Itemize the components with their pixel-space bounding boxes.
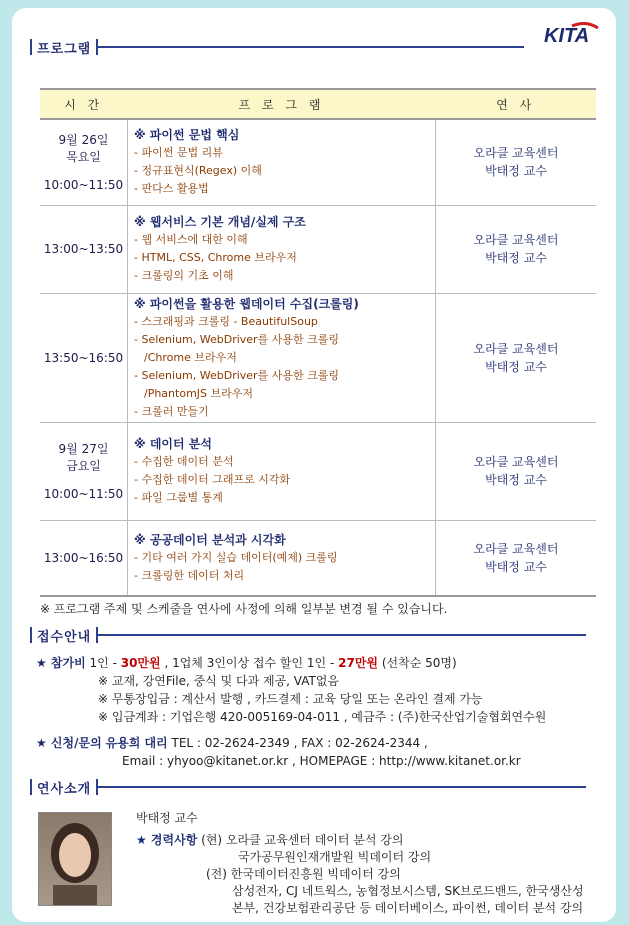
time-cell (40, 520, 128, 596)
time-cell (40, 293, 128, 422)
program-item: - 판다스 활용법 (134, 182, 209, 196)
career-item: 본부, 건강보험관리공단 등 데이터베이스, 파이썬, 데이터 분석 강의 (232, 901, 584, 915)
program-item: - HTML, CSS, Chrome 브라우저 (134, 251, 297, 264)
career-item: 오라클 교육센터 데이터 분석 강의 (225, 833, 404, 847)
contact-label: ★ 신청/문의 (36, 736, 102, 750)
program-table (40, 88, 596, 597)
career-now-block (136, 832, 431, 866)
contact-person: 유용희 대리 (105, 736, 168, 750)
heading-rule (98, 46, 524, 48)
contact-line (36, 734, 521, 752)
table-header-row (40, 89, 596, 119)
program-cell (128, 205, 436, 293)
speaker-cell (436, 205, 597, 293)
program-title: ※ 공공데이터 분석과 시각화 (134, 532, 286, 547)
career-item: 한국데이터진흥원 빅데이터 강의 (230, 867, 401, 881)
fee-text: (선착순 50명) (378, 656, 457, 670)
session-weekday: 목요일 (66, 150, 101, 165)
speaker-cell (436, 293, 597, 422)
contact-block (36, 734, 521, 770)
speaker-name: 박태정 교수 (485, 473, 547, 487)
fee-note: ※ 입금계좌 : 기업은행 420-005169-04-011 , 예금주 : (주)한국산업기술협회연수원 (98, 710, 547, 724)
program-item: - 웹 서비스에 대한 이해 (134, 233, 248, 246)
program-cell (128, 293, 436, 422)
speaker-org: 오라클 교육센터 (473, 146, 559, 161)
speaker-name: 박태정 교수 (485, 164, 547, 179)
section-program-heading (30, 36, 524, 58)
fee-text: , 1업체 3인이상 접수 할인 1인 - (160, 656, 339, 670)
fee-discount-price: 27만원 (338, 656, 379, 670)
fee-price: 30만원 (120, 656, 161, 670)
heading-rule (98, 786, 586, 788)
program-cell (128, 520, 436, 596)
session-time: 13:00~13:50 (43, 242, 124, 256)
program-title: ※ 파이썬 문법 핵심 (134, 128, 240, 143)
time-cell (40, 119, 128, 205)
program-title: ※ 파이썬을 활용한 웹데이터 수집(크롤링) (134, 296, 359, 311)
session-time: 13:50~16:50 (43, 350, 124, 365)
table-row (40, 119, 596, 205)
speaker-org: 오라클 교육센터 (473, 541, 559, 556)
column-header-speaker: 연 사 (436, 89, 597, 119)
career-item: 국가공무원인재개발원 빅데이터 강의 (238, 850, 432, 864)
section-title: 접수안내 (37, 629, 92, 645)
career-label: ★ 경력사항 (136, 833, 198, 847)
program-item: - 정규표현식(Regex) 이해 (134, 164, 262, 178)
table-row (40, 293, 596, 422)
program-item: - 기타 여러 가지 실습 데이터(예제) 크롤링 (134, 550, 338, 564)
program-item: /PhantomJS 브라우저 (144, 386, 254, 400)
speaker-name: 박태정 교수 (485, 559, 547, 574)
program-item: /Chrome 브라우저 (144, 350, 237, 364)
program-item: - 파일 그룹별 통계 (134, 491, 223, 504)
speaker-name: 박태정 교수 (485, 359, 547, 374)
career-now-tag: (현) (201, 833, 223, 847)
speaker-org: 오라클 교육센터 (473, 455, 559, 469)
fee-text: 1인 - (89, 656, 121, 670)
program-item: - 크롤링한 데이터 처리 (134, 568, 245, 582)
career-item: 삼성전자, CJ 네트웍스, 농협정보시스템, SK브로드밴드, 한국생산성 (232, 884, 584, 898)
career-line (136, 832, 431, 849)
program-item: - Selenium, WebDriver를 사용한 크롤링 (134, 332, 339, 346)
column-header-program: 프 로 그 램 (128, 89, 436, 119)
program-title: ※ 웹서비스 기본 개념/실제 구조 (134, 215, 306, 229)
fee-label: ★ 참가비 (36, 656, 86, 670)
career-prev-tag: (전) (206, 867, 227, 881)
fee-note: ※ 교재, 강연File, 중식 및 다과 제공, VAT없음 (98, 674, 340, 688)
session-time: 10:00~11:50 (43, 178, 124, 193)
fee-block (36, 654, 546, 726)
logo-text: KITA (544, 25, 590, 47)
table-row (40, 205, 596, 293)
career-prev-block (206, 866, 584, 917)
section-title: 연사소개 (37, 781, 92, 797)
speaker-name: 박태정 교수 (485, 251, 547, 265)
table-row (40, 520, 596, 596)
program-item: - 스크래핑과 크롤링 - BeautifulSoup (134, 314, 318, 328)
fee-line (36, 654, 546, 672)
section-speaker-heading (30, 776, 586, 798)
section-registration-heading (30, 624, 586, 646)
schedule-change-note: ※ 프로그램 주제 및 스케줄을 연사에 사정에 의해 일부분 변경 될 수 있습니다. (40, 602, 448, 616)
table-row (40, 422, 596, 520)
career-line (206, 866, 584, 883)
speaker-cell (436, 422, 597, 520)
session-time: 10:00~11:50 (43, 487, 124, 501)
program-cell (128, 422, 436, 520)
program-item: - 수집한 데이터 그래프로 시각화 (134, 473, 291, 486)
fee-note: ※ 무통장입금 : 계산서 발행 , 카드결제 : 교육 당일 또는 온라인 결제 가능 (98, 692, 483, 706)
column-header-time: 시 간 (40, 89, 128, 119)
section-title: 프로그램 (37, 41, 92, 57)
heading-rule (98, 634, 586, 636)
program-item: - 파이썬 문법 리뷰 (134, 146, 223, 160)
contact-phone-fax: TEL : 02-2624-2349 , FAX : 02-2624-2344 , (171, 736, 428, 750)
speaker-cell (436, 520, 597, 596)
time-cell (40, 205, 128, 293)
program-item: - 수집한 데이터 분석 (134, 455, 234, 468)
program-item: - 크롤러 만들기 (134, 404, 209, 418)
speaker-cell (436, 119, 597, 205)
session-date: 9월 27일 (58, 442, 109, 456)
program-item: - 크롤링의 기초 이해 (134, 269, 234, 282)
session-date: 9월 26일 (58, 133, 109, 148)
speaker-org: 오라클 교육센터 (473, 341, 559, 356)
speaker-photo (38, 812, 112, 906)
speaker-org: 오라클 교육센터 (473, 233, 559, 247)
program-title: ※ 데이터 분석 (134, 437, 212, 451)
session-weekday: 금요일 (66, 459, 101, 473)
kita-logo (542, 22, 600, 48)
session-time: 13:00~16:50 (43, 550, 124, 565)
program-cell (128, 119, 436, 205)
contact-email-homepage[interactable]: Email : yhyoo@kitanet.or.kr , HOMEPAGE : http://www.kitanet.or.kr (122, 754, 521, 768)
speaker-name: 박태정 교수 (136, 811, 198, 825)
program-item: - Selenium, WebDriver를 사용한 크롤링 (134, 368, 339, 382)
time-cell (40, 422, 128, 520)
